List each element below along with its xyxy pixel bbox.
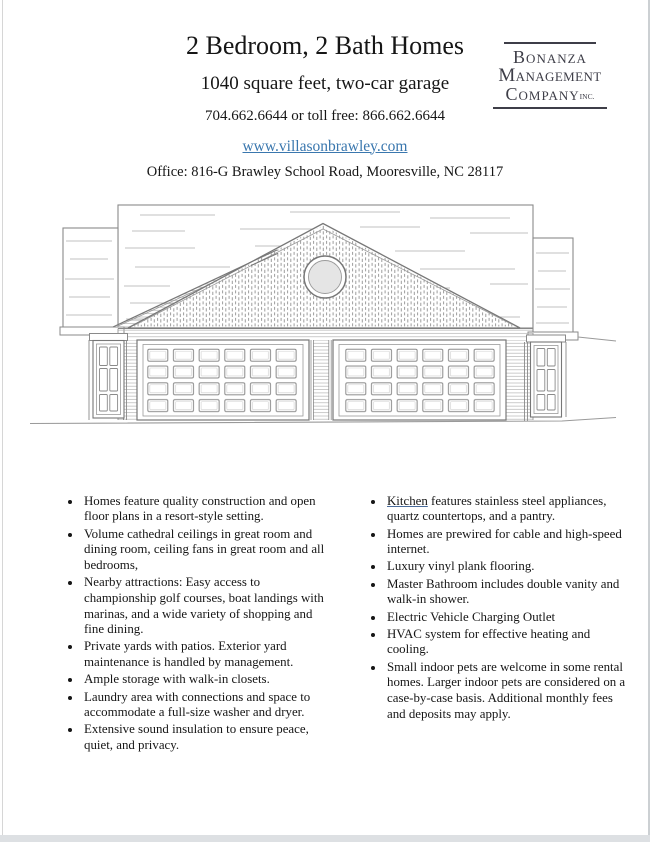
feature-item: • Homes are prewired for cable and high-speed internet. <box>385 527 628 558</box>
feature-item: • Nearby attractions: Easy access to championship golf courses, boat landings with marinas, and a wide variety of shopping and fine dining. <box>82 575 325 638</box>
feature-item: • Ample storage with walk-in closets. <box>82 672 325 688</box>
features-left-list <box>56 494 325 754</box>
logo-text-bonanza: Bonanza <box>513 46 587 67</box>
feature-item: • HVAC system for effective heating and cooling. <box>385 627 628 658</box>
header-subtitle: 1040 square feet, two-car garage <box>200 72 450 94</box>
entry-door-left <box>89 333 128 420</box>
left-wing <box>60 228 124 335</box>
garage-door-left <box>137 340 309 420</box>
features-left-column <box>56 494 325 756</box>
website-link[interactable]: www.villasonbrawley.com <box>242 137 408 155</box>
features-right-column <box>359 494 628 756</box>
phone-line: 704.662.6644 or toll free: 866.662.6644 <box>205 107 445 124</box>
right-wing <box>528 238 616 341</box>
logo-text-management: Management <box>498 64 602 86</box>
feature-item: • Volume cathedral ceilings in great room and dining room, ceiling fans in great room and all bedrooms, <box>82 527 325 574</box>
kitchen-link[interactable]: Kitchen <box>387 493 428 508</box>
office-address: Office: 816-G Brawley School Road, Mooresville, NC 28117 <box>146 163 504 180</box>
garage-door-right <box>333 340 506 420</box>
entry-door-right <box>525 335 567 421</box>
logo-text-company: CompanyINC. <box>505 84 595 105</box>
feature-item: • Laundry area with connections and space to accommodate a full-size washer and dryer. <box>82 690 325 721</box>
feature-item: • Kitchen features stainless steel appliances, quartz countertops, and a pantry. <box>385 494 628 525</box>
feature-item: • Private yards with patios. Exterior yard maintenance is handled by management. <box>82 639 325 670</box>
feature-item: • Small indoor pets are welcome in some rental homes. Larger indoor pets are considered on a case-by-case basis. Additional monthly fees and deposits may apply. <box>385 660 628 723</box>
page-title: 2 Bedroom, 2 Bath Homes <box>185 31 465 60</box>
house-elevation-drawing <box>0 191 650 431</box>
feature-item: • Master Bathroom includes double vanity and walk-in shower. <box>385 577 628 608</box>
feature-item: • Electric Vehicle Charging Outlet <box>385 610 628 626</box>
page-bottom-edge <box>0 835 650 842</box>
feature-item: • Homes feature quality construction and open floor plans in a resort-style setting. <box>82 494 325 525</box>
logo-suffix-inc: INC. <box>579 92 595 102</box>
header <box>0 0 650 181</box>
feature-item: • Luxury vinyl plank flooring. <box>385 559 628 575</box>
logo-rule-top <box>504 42 596 44</box>
features-right-list <box>359 494 628 723</box>
company-logo <box>476 42 624 109</box>
feature-lists <box>0 494 650 756</box>
house-elevation-wrap <box>0 191 650 436</box>
logo-rule-bottom <box>493 107 607 109</box>
website-line <box>0 138 650 156</box>
feature-item: • Extensive sound insulation to ensure peace, quiet, and privacy. <box>82 722 325 753</box>
